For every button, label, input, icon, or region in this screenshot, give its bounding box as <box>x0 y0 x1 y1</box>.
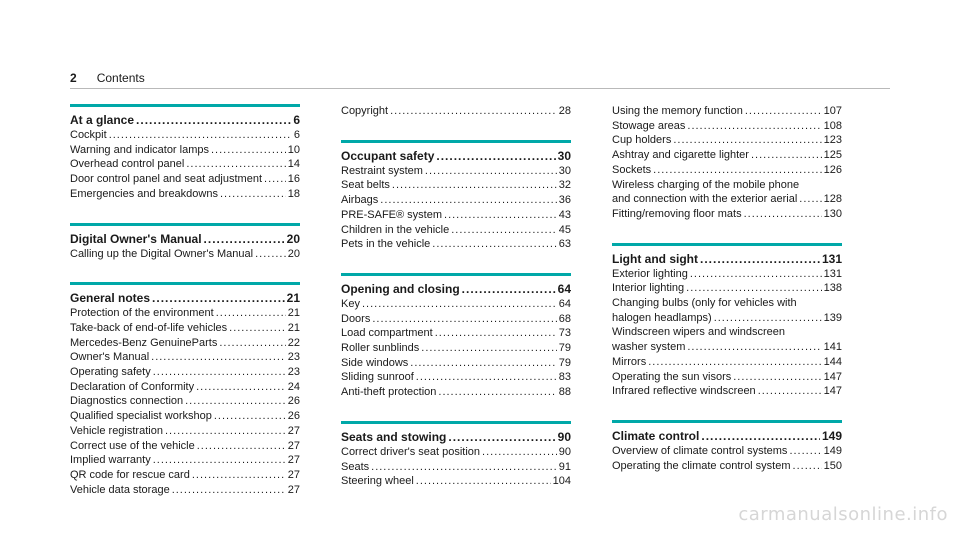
toc-entry[interactable] <box>341 193 571 208</box>
toc-entry-label: Exterior lighting <box>612 267 688 280</box>
page-ref: 24 <box>287 380 300 393</box>
page-ref: 83 <box>558 371 571 384</box>
toc-entry[interactable] <box>612 355 842 370</box>
toc-entry-label: Pets in the vehicle <box>341 238 431 251</box>
dot-leader <box>421 341 556 356</box>
dot-leader <box>192 468 286 483</box>
page-ref: 43 <box>558 208 571 221</box>
toc-entry-label: Diagnostics connection <box>70 395 184 408</box>
dot-leader <box>701 428 820 444</box>
toc-entry[interactable] <box>70 424 300 439</box>
toc-entry-label: Operating the sun visors <box>612 370 732 383</box>
page-ref: 128 <box>823 193 842 206</box>
toc-entry-label: Vehicle data storage <box>70 483 170 496</box>
section-heading[interactable] <box>341 429 571 445</box>
toc-entry-first-line: Changing bulbs (only for vehicles with <box>612 297 797 310</box>
dot-leader <box>229 321 286 336</box>
page-ref: 23 <box>287 351 300 364</box>
toc-entry[interactable] <box>612 340 842 355</box>
dot-leader <box>793 459 822 474</box>
dot-leader <box>380 193 556 208</box>
page-ref: 36 <box>558 194 571 207</box>
dot-leader <box>214 409 286 424</box>
toc-section <box>70 104 300 202</box>
page-ref: 22 <box>287 336 300 349</box>
dot-leader <box>733 370 821 385</box>
dot-leader <box>204 231 285 247</box>
dot-leader <box>687 119 821 134</box>
page-ref: 108 <box>823 119 842 132</box>
toc-column-1 <box>70 104 300 518</box>
page-ref: 27 <box>287 468 300 481</box>
toc-entry[interactable] <box>70 157 300 172</box>
toc-section <box>70 223 300 262</box>
dot-leader <box>197 439 286 454</box>
section-heading[interactable] <box>70 231 300 247</box>
page-ref: 131 <box>821 251 842 266</box>
page-ref: 30 <box>557 148 571 163</box>
section-rule <box>341 273 571 276</box>
page-ref: 68 <box>558 312 571 325</box>
dot-leader <box>186 157 285 172</box>
section-heading-label: At a glance <box>70 113 135 127</box>
page-number: 2 <box>70 71 77 85</box>
dot-leader <box>745 104 822 119</box>
toc-entry[interactable] <box>612 192 842 207</box>
toc-section <box>341 104 571 119</box>
dot-leader <box>687 340 821 355</box>
toc-entry-label: Ashtray and cigarette lighter <box>612 149 749 162</box>
toc-entry-first-line: Wireless charging of the mobile phone <box>612 178 800 191</box>
page-ref: 21 <box>287 321 300 334</box>
toc-entry[interactable] <box>341 385 571 400</box>
toc-entry[interactable] <box>341 164 571 179</box>
dot-leader <box>436 148 555 164</box>
section-heading-label: General notes <box>70 291 151 306</box>
toc-entry[interactable] <box>341 208 571 223</box>
toc-entry[interactable] <box>70 336 300 351</box>
toc-section <box>612 104 842 222</box>
page-ref: 20 <box>286 231 300 246</box>
toc-entry-label: PRE-SAFE® system <box>341 208 443 221</box>
dot-leader <box>362 297 557 312</box>
section-heading-label: Digital Owner's Manual <box>70 231 202 246</box>
toc-entry[interactable] <box>70 365 300 380</box>
page-ref: 79 <box>558 356 571 369</box>
toc-entry[interactable] <box>341 326 571 341</box>
toc-entry[interactable] <box>341 312 571 327</box>
section-heading-label: Opening and closing <box>341 281 460 296</box>
section-rule <box>70 282 300 285</box>
page-ref: 20 <box>287 247 300 260</box>
toc-entry-label: Warning and indicator lamps <box>70 143 209 156</box>
section-heading-label: Climate control <box>612 428 700 443</box>
section-rule <box>70 104 300 107</box>
toc-entry-label: Correct driver's seat position <box>341 445 481 458</box>
toc-entry[interactable] <box>341 223 571 238</box>
section-heading[interactable] <box>612 251 842 267</box>
toc-entry[interactable] <box>341 297 571 312</box>
toc-entry[interactable] <box>612 444 842 459</box>
dot-leader <box>686 281 821 296</box>
toc-entry-label: Cup holders <box>612 134 672 147</box>
toc-column-3 <box>612 104 842 494</box>
toc-entry-label: Stowage areas <box>612 119 686 132</box>
toc-entry[interactable] <box>612 281 842 296</box>
page-ref: 90 <box>557 429 571 444</box>
dot-leader <box>172 483 286 498</box>
section-heading-label: Light and sight <box>612 251 698 266</box>
page-ref: 45 <box>558 223 571 236</box>
dot-leader <box>448 429 555 445</box>
dot-leader <box>462 281 556 297</box>
page-ref: 130 <box>823 207 842 220</box>
toc-entry-label: Mercedes-Benz GenuineParts <box>70 336 218 349</box>
section-heading[interactable] <box>70 290 300 306</box>
dot-leader <box>165 424 286 439</box>
dot-leader <box>799 192 821 207</box>
toc-entry-label: Restraint system <box>341 164 423 177</box>
dot-leader <box>435 326 557 341</box>
page-ref: 6 <box>293 129 300 141</box>
toc-entry[interactable] <box>341 104 571 119</box>
page-ref: 138 <box>823 282 842 295</box>
page-ref: 139 <box>823 311 842 324</box>
toc-entry-label: Declaration of Conformity <box>70 380 195 393</box>
toc-entry-label: Emergencies and breakdowns <box>70 187 218 200</box>
dot-leader <box>416 474 551 489</box>
toc-entry[interactable] <box>341 474 571 489</box>
toc-entry-label: Cockpit <box>70 129 107 141</box>
toc-entry-label: Fitting/removing floor mats <box>612 207 742 220</box>
toc-entry-first-line: Windscreen wipers and windscreen <box>612 326 786 339</box>
toc-entry-label: Correct use of the vehicle <box>70 439 195 452</box>
toc-entry[interactable] <box>612 207 842 222</box>
toc-entry[interactable] <box>70 187 300 202</box>
toc-entry[interactable] <box>70 409 300 424</box>
toc-entry-label: Infrared reflective windscreen <box>612 385 756 398</box>
dot-leader <box>371 460 557 475</box>
section-rule <box>341 140 571 143</box>
toc-entry[interactable] <box>341 341 571 356</box>
dot-leader <box>153 453 286 468</box>
page-ref: 6 <box>293 113 300 127</box>
dot-leader <box>451 223 557 238</box>
toc-entry-label: Implied warranty <box>70 454 151 467</box>
dot-leader <box>220 187 286 202</box>
page-ref: 149 <box>821 428 842 443</box>
toc-entry-label: Load compartment <box>341 327 433 340</box>
toc-entry[interactable] <box>70 439 300 454</box>
toc-entry[interactable] <box>341 370 571 385</box>
page-ref: 14 <box>287 158 300 171</box>
page-ref: 73 <box>558 327 571 340</box>
toc-entry-label: Sockets <box>612 163 652 176</box>
page-title: Contents <box>96 71 145 85</box>
section-heading[interactable] <box>70 112 300 128</box>
watermark: carmanualsonline.info <box>738 504 948 525</box>
toc-entry[interactable] <box>70 380 300 395</box>
dot-leader <box>714 311 822 326</box>
toc-entry-label: Sliding sunroof <box>341 371 414 384</box>
page-ref: 10 <box>287 143 300 156</box>
dot-leader <box>264 172 286 187</box>
toc-entry[interactable] <box>341 178 571 193</box>
page-ref: 91 <box>558 460 571 473</box>
toc-entry-label: Interior lighting <box>612 282 685 295</box>
dot-leader <box>744 207 822 222</box>
toc-section <box>612 420 842 473</box>
page-ref: 88 <box>558 386 571 399</box>
toc-entry-label: Doors <box>341 312 371 325</box>
page-ref: 28 <box>558 105 571 117</box>
dot-leader <box>410 356 556 371</box>
dot-leader <box>789 444 821 459</box>
section-heading[interactable] <box>341 281 571 297</box>
page-ref: 26 <box>287 395 300 408</box>
toc-section <box>341 421 571 489</box>
section-heading[interactable] <box>341 148 571 164</box>
toc-entry[interactable] <box>341 237 571 252</box>
toc-entry-label: Steering wheel <box>341 475 414 488</box>
toc-entry-label: Side windows <box>341 356 409 369</box>
page-ref: 21 <box>286 291 300 306</box>
page-ref: 147 <box>823 385 842 398</box>
toc-entry[interactable] <box>70 247 300 262</box>
dot-leader <box>482 445 557 460</box>
toc-entry-label: Seat belts <box>341 179 390 192</box>
dot-leader <box>444 208 557 223</box>
toc-entry-label: Children in the vehicle <box>341 223 450 236</box>
page-ref: 64 <box>558 297 571 310</box>
toc-entry-label: Key <box>341 297 360 310</box>
page-ref: 125 <box>823 149 842 162</box>
page-ref: 30 <box>558 164 571 177</box>
page-ref: 123 <box>823 134 842 147</box>
toc-entry-label: Owner's Manual <box>70 351 150 364</box>
section-heading-label: Occupant safety <box>341 148 435 163</box>
toc-entry-label: Anti-theft protection <box>341 386 437 399</box>
toc-entry-label: washer system <box>612 341 686 354</box>
dot-leader <box>153 365 286 380</box>
page-ref: 150 <box>823 459 842 472</box>
toc-entry[interactable] <box>612 104 842 119</box>
dot-leader <box>196 380 286 395</box>
dot-leader <box>648 355 821 370</box>
page-ref: 64 <box>557 281 571 296</box>
toc-entry-label: Overhead control panel <box>70 158 185 171</box>
toc-entry-label: halogen headlamps) <box>612 311 712 324</box>
dot-leader <box>152 290 285 306</box>
toc-entry-label: Operating the climate control system <box>612 459 791 472</box>
dot-leader <box>653 163 822 178</box>
section-rule <box>341 421 571 424</box>
toc-section <box>70 282 300 497</box>
toc-entry-label: Vehicle registration <box>70 424 163 437</box>
page-ref: 126 <box>823 163 842 176</box>
toc-entry[interactable] <box>341 356 571 371</box>
toc-section <box>341 273 571 400</box>
toc-entry-label: Roller sunblinds <box>341 342 420 355</box>
page-ref: 16 <box>287 173 300 186</box>
dot-leader <box>700 251 820 267</box>
toc-entry[interactable] <box>70 394 300 409</box>
toc-entry[interactable] <box>612 133 842 148</box>
header-divider <box>70 88 890 89</box>
toc-entry-label: Door control panel and seat adjustment <box>70 173 263 186</box>
page-ref: 107 <box>823 105 842 117</box>
toc-entry[interactable] <box>612 119 842 134</box>
toc-section <box>612 243 842 399</box>
page-ref: 27 <box>287 424 300 437</box>
dot-leader <box>372 312 556 327</box>
page-ref: 63 <box>558 238 571 251</box>
dot-leader <box>216 306 286 321</box>
toc-entry[interactable] <box>612 384 842 399</box>
section-heading-label: Seats and stowing <box>341 429 447 444</box>
toc-entry[interactable] <box>70 483 300 498</box>
toc-entry-label: Qualified specialist workshop <box>70 410 212 423</box>
toc-entry[interactable] <box>612 148 842 163</box>
dot-leader <box>416 370 557 385</box>
toc-entry-label: Calling up the Digital Owner's Manual <box>70 247 254 260</box>
toc-entry[interactable] <box>341 445 571 460</box>
dot-leader <box>425 164 557 179</box>
toc-entry[interactable] <box>70 453 300 468</box>
toc-entry-label: Protection of the environment <box>70 307 214 320</box>
section-rule <box>612 243 842 246</box>
dot-leader <box>185 394 286 409</box>
toc-section <box>341 140 571 252</box>
dot-leader <box>690 267 822 282</box>
toc-entry-label: Operating safety <box>70 366 151 379</box>
page-header <box>70 71 145 85</box>
toc-entry[interactable] <box>70 172 300 187</box>
page-ref: 27 <box>287 483 300 496</box>
page-ref: 79 <box>558 342 571 355</box>
page-ref: 26 <box>287 410 300 423</box>
page-ref: 144 <box>823 355 842 368</box>
toc-entry-label: Airbags <box>341 194 379 207</box>
page-ref: 131 <box>823 267 842 280</box>
page-ref: 21 <box>287 307 300 320</box>
toc-entry-label: Seats <box>341 460 370 473</box>
toc-entry[interactable] <box>612 311 842 326</box>
page-ref: 90 <box>558 445 571 458</box>
toc-column-2 <box>341 104 571 510</box>
toc-entry-label: Take-back of end-of-life vehicles <box>70 321 228 334</box>
toc-entry[interactable] <box>70 350 300 365</box>
page-ref: 141 <box>823 341 842 354</box>
section-rule <box>70 223 300 226</box>
page-ref: 27 <box>287 439 300 452</box>
page-ref: 18 <box>287 187 300 200</box>
toc-entry-label: Using the memory function <box>612 105 743 117</box>
dot-leader <box>673 133 821 148</box>
section-rule <box>612 420 842 423</box>
dot-leader <box>432 237 556 252</box>
toc-entry[interactable] <box>341 460 571 475</box>
dot-leader <box>392 178 557 193</box>
toc-entry[interactable] <box>612 459 842 474</box>
dot-leader <box>211 143 286 158</box>
toc-entry-label: Mirrors <box>612 355 647 368</box>
dot-leader <box>390 104 557 119</box>
toc-entry-label: Copyright <box>341 105 389 117</box>
dot-leader <box>219 336 285 351</box>
page-ref: 32 <box>558 179 571 192</box>
toc-entry[interactable] <box>70 306 300 321</box>
toc-entry-label: QR code for rescue card <box>70 468 190 481</box>
section-heading[interactable] <box>612 428 842 444</box>
page-ref: 27 <box>287 454 300 467</box>
dot-leader <box>255 247 286 262</box>
toc-entry[interactable] <box>612 370 842 385</box>
toc-entry-label: and connection with the exterior aerial <box>612 193 798 206</box>
toc-entry[interactable] <box>70 128 300 143</box>
dot-leader <box>758 384 822 399</box>
toc-entry[interactable] <box>612 163 842 178</box>
dot-leader <box>109 128 292 143</box>
page-ref: 147 <box>823 370 842 383</box>
page-ref: 149 <box>823 444 842 457</box>
page-ref: 23 <box>287 366 300 379</box>
toc-entry[interactable] <box>70 468 300 483</box>
toc-entry[interactable] <box>70 321 300 336</box>
dot-leader <box>136 112 291 128</box>
toc-entry[interactable] <box>612 267 842 282</box>
dot-leader <box>151 350 286 365</box>
dot-leader <box>438 385 556 400</box>
dot-leader <box>751 148 822 163</box>
toc-entry[interactable] <box>70 143 300 158</box>
toc-entry-label: Overview of climate control systems <box>612 444 788 457</box>
page-ref: 104 <box>552 475 571 488</box>
